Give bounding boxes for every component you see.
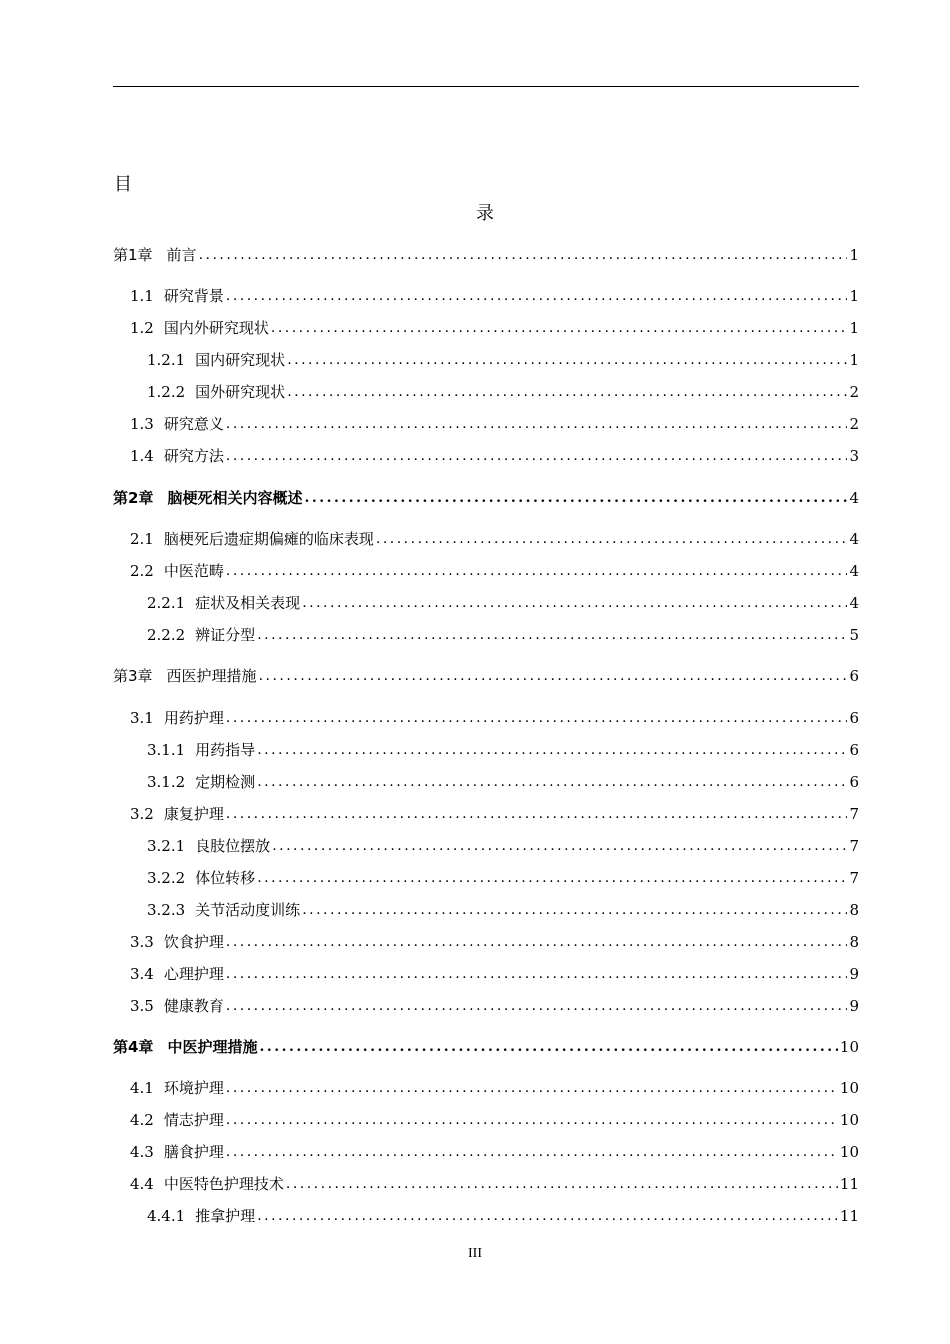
toc-entry[interactable]: 第4章 中医护理措施 ..... 10	[113, 1035, 859, 1057]
toc-entry[interactable]: 3.3 饮食护理 ..... 8	[113, 930, 859, 952]
toc-entry[interactable]: 3.1 用药护理 ..... 6	[113, 706, 859, 728]
toc-title-part1: 目	[114, 174, 132, 195]
toc-entry[interactable]: 1.3 研究意义 ..... 2	[113, 412, 859, 434]
toc-entry[interactable]: 3.5 健康教育 ..... 9	[113, 994, 859, 1016]
toc-entry[interactable]: 1.4 研究方法 ..... 3	[113, 444, 859, 466]
toc-entry[interactable]: 3.1.2 定期检测 ..... 6	[113, 770, 859, 792]
toc-entry[interactable]: 3.2 康复护理 ..... 7	[113, 802, 859, 824]
toc-entry[interactable]: 2.1 脑梗死后遗症期偏瘫的临床表现 ..... 4	[113, 527, 859, 549]
toc-entry[interactable]: 3.2.2 体位转移 ..... 7	[113, 866, 859, 888]
toc-title-part2: 录	[476, 203, 494, 224]
toc-entry[interactable]: 4.3 膳食护理 ..... 10	[113, 1140, 859, 1162]
toc-entry[interactable]: 3.4 心理护理 ..... 9	[113, 962, 859, 984]
toc-entry[interactable]: 第3章 西医护理措施 ..... 6	[113, 664, 859, 686]
toc-entry[interactable]: 4.4 中医特色护理技术 ..... 11	[113, 1172, 859, 1194]
toc-entry[interactable]: 第1章 前言 ..... 1	[113, 243, 859, 265]
toc-entry[interactable]: 1.2 国内外研究现状 ..... 1	[113, 316, 859, 338]
toc-entry[interactable]: 1.1 研究背景 ..... 1	[113, 284, 859, 306]
page-number: III	[468, 1246, 482, 1261]
toc-entry[interactable]: 2.2.2 辨证分型 ..... 5	[113, 623, 859, 645]
toc-entry[interactable]: 第2章 脑梗死相关内容概述 ..... 4	[113, 486, 859, 508]
toc-entry[interactable]: 3.2.1 良肢位摆放 ..... 7	[113, 834, 859, 856]
toc-entry[interactable]: 4.2 情志护理 ..... 10	[113, 1108, 859, 1130]
toc-entry[interactable]: 1.2.2 国外研究现状 ..... 2	[113, 380, 859, 402]
toc-entry[interactable]: 3.1.1 用药指导 ..... 6	[113, 738, 859, 760]
toc-entry[interactable]: 3.2.3 关节活动度训练 ..... 8	[113, 898, 859, 920]
toc-entry[interactable]: 4.4.1 推拿护理 ..... 11	[113, 1204, 859, 1226]
toc-entry[interactable]: 4.1 环境护理 ..... 10	[113, 1076, 859, 1098]
toc-entry[interactable]: 1.2.1 国内研究现状 ..... 1	[113, 348, 859, 370]
toc-entry[interactable]: 2.2 中医范畴 ..... 4	[113, 559, 859, 581]
header-rule	[113, 86, 859, 87]
toc-entry[interactable]: 2.2.1 症状及相关表现 ..... 4	[113, 591, 859, 613]
